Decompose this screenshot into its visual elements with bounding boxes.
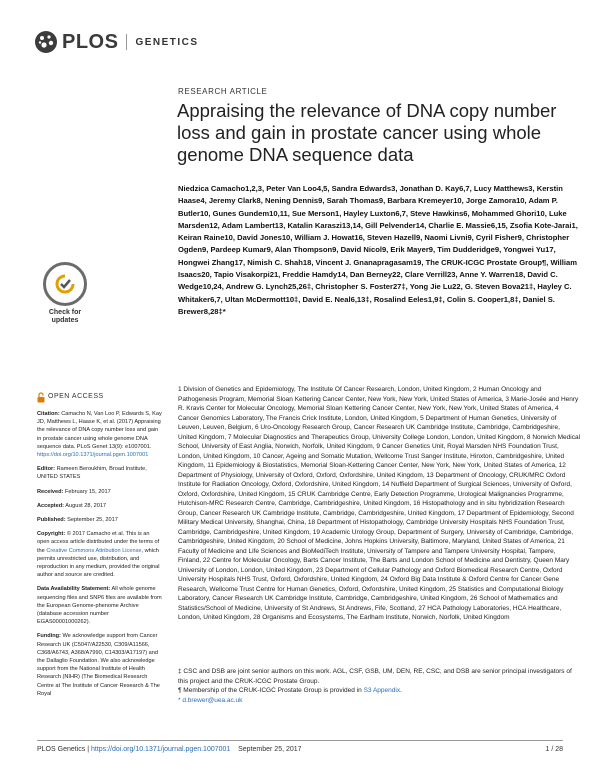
editor-block xyxy=(37,465,162,481)
author-list: Niedzica Camacho1,2,3, Peter Van Loo4,5, Sandra Edwards3, Jonathan D. Kay6,7, Lucy Matthews3, Kerstin Haase4, Jeremy Clark8, Nening Dennis9, Sarah Thomas9, Barbara Kremeyer10, Jorge Zamora10, Adam P. Butler10, Gunes Gundem10,11, Sue Merson1, Hayley Luxton6,7, Steve Hawkins6, Mohammed Ghori10, Luke Marsden12, Adam Lambert13, Katalin Karaszi13,14, Gill Pelvender14, Charlie E. Massie6,15, Zsofia Kote-Jarai1, Keiran Raine10, David Jones10, William J. Howat16, Steven Hazell9, Naomi Livni9, Cyril Fisher9, Christopher Ogden9, Pardeep Kumar9, Alan Thompson9, David Nicol9, Erik Mayer9, Tim Dudderidge9, Yongwei Yu17, Hongwei Zhang17, Nimish C. Shah18, Vincent J. Gnanapragasam19, The CRUK-ICGC Prostate Group¶, William Isaacs20, Tapio Visakorpi21, Freddie Hamdy14, Dan Berney22, Clare Verrill23, Anne Y. Warren18, David C. Wedge10,24, Andrew G. Lynch25,26‡, Christopher S. Foster27‡, Yong Jie Lu22, G. Steven Bova21‡, Hayley C. Whitaker6,7, Ultan McDermott10‡, David E. Neal6,13‡, Rosalind Eeles1,9‡, Colin S. Cooper1,8‡, Daniel S. Brewer8,28‡* xyxy=(178,184,578,316)
badge-line-1: Check for xyxy=(48,309,82,316)
logo-divider xyxy=(126,34,127,50)
funding-block xyxy=(37,632,162,698)
article-info-sidebar xyxy=(37,392,162,704)
footer-separator-2 xyxy=(232,746,236,753)
data-availability-block xyxy=(37,585,162,626)
accepted-label: Accepted: xyxy=(37,502,65,509)
data-availability-text: All whole genome sequencing files and SNP6 files are available from the European Genome-phenome Archive (database accession number EGAS00001000262). xyxy=(37,586,162,626)
footer-divider xyxy=(37,740,563,741)
article-title: Appraising the relevance of DNA copy number loss and gain in prostate cancer using whole genome DNA sequence data xyxy=(177,100,557,165)
article-type: RESEARCH ARTICLE xyxy=(178,87,268,96)
footer-doi-link[interactable]: https://doi.org/10.1371/journal.pgen.1007001 xyxy=(90,746,231,753)
joint-senior-note: ‡ CSC and DSB are joint senior authors on this work. AGL, CSF, GSB, UM, DEN, RE, CSC, and DSB are senior principal investigators of this project and the CRUK-ICGC Prostate Group. xyxy=(178,668,572,685)
funding-text: We acknowledge support from Cancer Research UK (C5047/A22530, C309/A11566, C368/A6743, A368/A7990, C14303/A17197) and the Dallaglio Foundation. We also acknowledge support from the National Institute of Health Research (NIHR) (The Biomedical Research Centre at The Institute of Cancer Research & The Royal xyxy=(37,633,160,697)
page-number: 1 / 28 xyxy=(545,746,563,753)
data-availability-label: Data Availability Statement: xyxy=(37,586,111,593)
copyright-block xyxy=(37,530,162,579)
membership-note-text: ¶ Membership of the CRUK-ICGC Prostate Group is provided in xyxy=(178,687,364,694)
open-access-text: OPEN ACCESS xyxy=(48,393,104,401)
open-access-label xyxy=(37,392,162,403)
license-link[interactable]: Creative Commons Attribution License xyxy=(46,547,142,554)
received-date: February 15, 2017 xyxy=(65,488,111,495)
editor-text: Rameen Beroukhim, Broad Institute, UNITED STATES xyxy=(37,466,147,481)
accepted-date: August 28, 2017 xyxy=(65,502,107,509)
editor-label: Editor: xyxy=(37,466,56,473)
accepted-block xyxy=(37,502,162,510)
footer-date: September 25, 2017 xyxy=(238,746,302,753)
plos-logo-icon xyxy=(34,30,58,54)
affiliations: 1 Division of Genetics and Epidemiology, The Institute Of Cancer Research, London, United Kingdom, 2 Human Oncology and Pathogenesis Program, Memorial Sloan Kettering Cancer Center, New York, New York, United States of America, 3 Marie-Josée and Henry R. Kravis Center for Molecular Oncology, Memorial Sloan Kettering Cancer Center, New York, New York, United States of America, 4 Cancer Genomics Laboratory, The Francis Crick Institute, London, United Kingdom, 5 Department of Human Genetics, University of Leuven, Leuven, Belgium, 6 Uro-Oncology Research Group, Cancer Research UK Cambridge Institute, Cambridge, Cambridgeshire, United Kingdom, 7 Molecular Diagnostics and Therapeutics Group, University College London, London, United Kingdom, 8 Norwich Medical School, University of East Anglia, Norwich, Norfolk, United Kingdom, 9 Cancer Genetics Unit, Royal Marsden NHS Foundation Trust, London, United Kingdom, 10 Cancer, Ageing and Somatic Mutation, Wellcome Trust Sanger Institute, Hinxton, Cambridgeshire, United Kingdom, 11 Epidemiology & Biostatistics, Memorial Sloan-Kettering Cancer Center, New York, New York, United States of America, 12 Department of Physiology, University of Oxford, Oxford, Oxfordshire, United Kingdom, 13 Department of Oncology, CRUK/MRC Oxford Institute for Radiation Oncology, Oxford, Oxfordshire, United Kingdom, 14 Nuffield Department of Surgical Sciences, University of Oxford, Oxford, Oxfordshire, United Kingdom, 15 CRUK Cambridge Centre, Early Detection Programme, Urological Malignancies Programme, Hutchison-MRC Research Centre, Cambridge, Cambridgeshire, United Kingdom, 16 Histopathology and in situ hybridization Research Group, Cancer Research UK Cambridge Institute, Cambridge, Cambridgeshire, United Kingdom, 17 Department of Epidemiology, Second Military Medical University, Shanghai, China, 18 Department of Histopathology, Cambridge University Hospitals NHS Foundation Trust, Cambridge, Cambridgeshire, United Kingdom, 19 Academic Urology Group, Department of Surgery, University of Cambridge, Cambridge, Cambridgeshire, United Kingdom, 20 School of Medicine, Johns Hopkins University, Baltimore, Maryland, United States of America, 21 Faculty of Medicine and Life Sciences and BioMediTech Institute, University of Tampere and Tampere University Hospital, Tampere, Finland, 22 Centre for Molecular Oncology, Barts Cancer Institute, The Barts and London School of Medicine and Dentistry, Queen Mary University of London, London, United Kingdom, 23 Department of Cellular Pathology and Oxford Biomedical Research Centre, Oxford University Hospitals NHS Trust, Oxford, Oxfordshire, United Kingdom, 24 Oxford Big Data Institute & Oxford Centre for Cancer Gene Research, Wellcome Trust Centre for Human Genetics, Oxford, Oxfordshire, United Kingdom, 25 Statistics and Computational Biology Laboratory, Cancer Research UK Cambridge Institute, Cambridge, Cambridgeshire, United Kingdom, 26 School of Mathematics and Statistics/School of Medicine, University of St Andrews, St Andrews, Fife, Scotland, 27 HCA Pathology Laboratories, HCA Healthcare, London, United Kingdom, 28 Organisms and Ecosystems, The Earlham Institute, Norwich, Norfolk, United Kingdom xyxy=(178,386,581,621)
received-label: Received: xyxy=(37,488,64,495)
appendix-link[interactable]: S3 Appendix xyxy=(363,687,401,694)
footer-separator-1: | xyxy=(87,746,91,753)
received-block xyxy=(37,488,162,496)
check-for-updates-badge[interactable] xyxy=(40,262,90,325)
footer-journal: PLOS Genetics xyxy=(37,746,86,753)
corresponding-email-link[interactable]: * d.brewer@uea.ac.uk xyxy=(178,696,243,704)
open-lock-icon xyxy=(37,392,45,403)
membership-note xyxy=(178,686,580,696)
badge-text xyxy=(40,309,90,325)
published-label: Published: xyxy=(37,517,66,524)
citation-text: Camacho N, Van Loo P, Edwards S, Kay JD, Matthews L, Haase K, et al. (2017) Appraising the relevance of DNA copy number loss and gain in prostate cancer using whole genome DNA sequence data. PLoS Genet 13(9): e1007001. xyxy=(37,411,162,450)
copyright-text-pre: © 2017 Camacho et al. This is an open access article distributed under the terms of the xyxy=(37,531,160,554)
copyright-text-post: , which permits unrestricted use, distribution, and reproduction in any medium, provided the original author and source are credited. xyxy=(37,547,160,579)
membership-note-end: . xyxy=(400,687,402,694)
plos-brand: PLOS xyxy=(62,30,119,53)
copyright-label: Copyright: xyxy=(37,531,66,538)
badge-line-2: updates xyxy=(51,317,79,324)
author-notes xyxy=(178,667,580,705)
plos-logo[interactable] xyxy=(34,30,199,54)
published-block xyxy=(37,516,162,524)
check-updates-icon xyxy=(43,262,87,306)
footer-left xyxy=(37,746,302,753)
citation-doi-link[interactable]: https://doi.org/10.1371/journal.pgen.1007001 xyxy=(37,452,149,459)
journal-name: GENETICS xyxy=(135,36,199,48)
citation-block xyxy=(37,410,162,459)
funding-label: Funding: xyxy=(37,633,61,640)
citation-label: Citation: xyxy=(37,411,60,417)
published-date: September 25, 2017 xyxy=(67,517,118,524)
